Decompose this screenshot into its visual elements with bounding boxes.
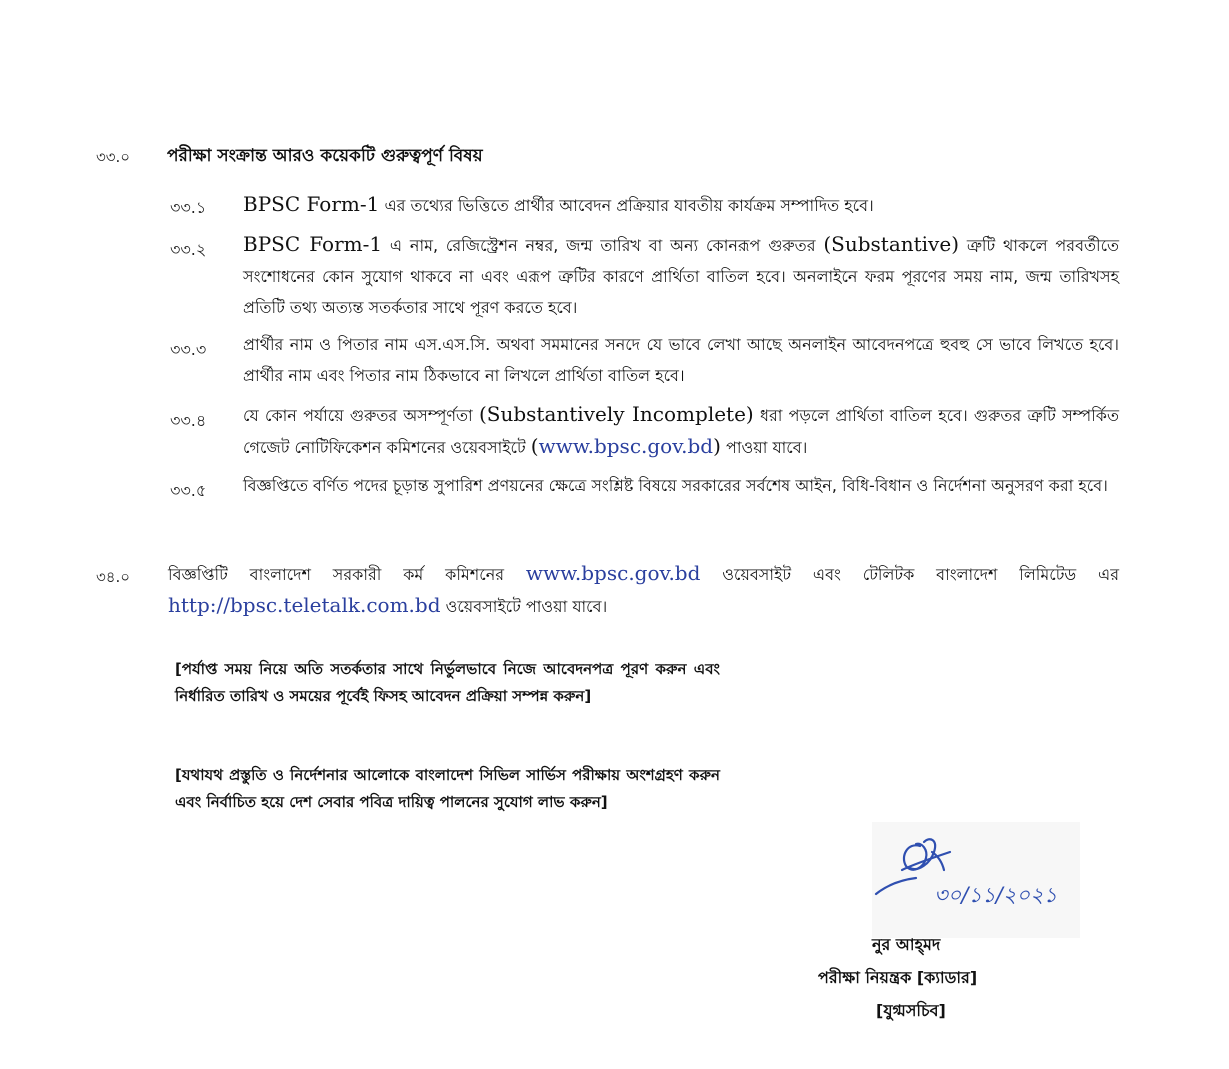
section-34-text: বিজ্ঞপ্তিটি বাংলাদেশ সরকারী কর্ম কমিশনের www.bpsc.gov.bd ওয়েবসাইট এবং টেলিটক বাংলাদেশ লিমিটেড এর http://bpsc.teletalk.com.bd ওয়েবসাইটে পাওয়া যাবে। [168,561,1120,617]
signatory-title: পরীক্ষা নিয়ন্ত্রক [ক্যাডার] [818,968,978,987]
bpsc-form-label: BPSC Form-1 [243,232,383,256]
item-33-5-text: বিজ্ঞপ্তিতে বর্ণিত পদের চূড়ান্ত সুপারিশ প্রণয়নের ক্ষেত্রে সংশ্লিষ্ট বিষয়ে সরকারের সর্বশেষ আইন, বিধি-বিধান ও নির্দেশনা অনুসরণ করা হবে। [243,476,1108,495]
bpsc-website-link[interactable]: www.bpsc.gov.bd [538,434,714,458]
signature-scribble [872,822,1080,938]
item-33-3-number: ৩৩.৩ [170,340,207,359]
substantive-term: (Substantive) [823,232,959,256]
advice-note-1: [পর্যাপ্ত সময় নিয়ে অতি সতর্কতার সাথে নির্ভুলভাবে নিজে আবেদনপত্র পূরণ করুন এবং নির্ধারিত তারিখ ও সময়ের পূর্বেই ফিসহ আবেদন প্রক্রিয়া সম্পন্ন করুন] [175,660,720,705]
substantively-incomplete-term: (Substantively Incomplete) [478,402,754,426]
signatory-name: নুর আহ্‌মদ [872,935,941,954]
item-33-2-text: BPSC Form-1 এ নাম, রেজিস্ট্রেশন নম্বর, জন্ম তারিখ বা অন্য কোনরূপ গুরুতর (Substantive) ত্রুটি থাকলে পরবর্তীতে সংশোধনের কোন সুযোগ থাকবে না এবং এরূপ ত্রুটির কারণে প্রার্থিতা বাতিল হবে। অনলাইনে ফরম পূরণের সময় নাম, জন্ম তারিখসহ প্রতিটি তথ্য অত্যন্ত সতর্কতার সাথে পূরণ করতে হবে। [243,232,1120,317]
item-33-3-text: প্রার্থীর নাম ও পিতার নাম এস.এস.সি. অথবা সমমানের সনদে যে ভাবে লেখা আছে অনলাইন আবেদনপত্রে হুবহু সে ভাবে লিখতে হবে। প্রার্থীর নাম এবং পিতার নাম ঠিকভাবে না লিখলে প্রার্থিতা বাতিল হবে। [243,335,1119,385]
bpsc-form-label: BPSC Form-1 [243,192,380,216]
item-33-2-number: ৩৩.২ [170,240,207,259]
section-34-number: ৩৪.০ [96,568,131,586]
item-33-5-number: ৩৩.৫ [170,481,207,500]
signature-date: ৩০/১১/২০২১ [934,883,1058,907]
bpsc-website-link[interactable]: www.bpsc.gov.bd [525,561,701,585]
signatory-rank: [যুগ্মসচিব] [876,1001,946,1020]
teletalk-website-link[interactable]: http://bpsc.teletalk.com.bd [168,593,441,617]
item-33-1-number: ৩৩.১ [170,198,207,217]
section-33-number: ৩৩.০ [96,148,131,166]
item-33-4-number: ৩৩.৪ [170,411,207,430]
section-33-title: পরীক্ষা সংক্রান্ত আরও কয়েকটি গুরুত্বপূর্ণ বিষয় [167,146,483,166]
item-33-4-text: যে কোন পর্যায়ে গুরুতর অসম্পূর্ণতা (Substantively Incomplete) ধরা পড়লে প্রার্থিতা বাতিল হবে। গুরুতর ত্রুটি সম্পর্কিত গেজেট নোটিফিকেশন কমিশনের ওয়েবসাইটে (www.bpsc.gov.bd) পাওয়া যাবে। [243,402,1119,458]
signature-image [872,822,1080,938]
item-33-1-text: BPSC Form-1 এর তথ্যের ভিত্তিতে প্রার্থীর আবেদন প্রক্রিয়ার যাবতীয় কার্যক্রম সম্পাদিত হবে। [243,192,874,216]
advice-note-2: [যথাযথ প্রস্তুতি ও নির্দেশনার আলোকে বাংলাদেশ সিভিল সার্ভিস পরীক্ষায় অংশগ্রহণ করুন এবং নির্বাচিত হয়ে দেশ সেবার পবিত্র দায়িত্ব পালনের সুযোগ লাভ করুন] [175,766,720,811]
